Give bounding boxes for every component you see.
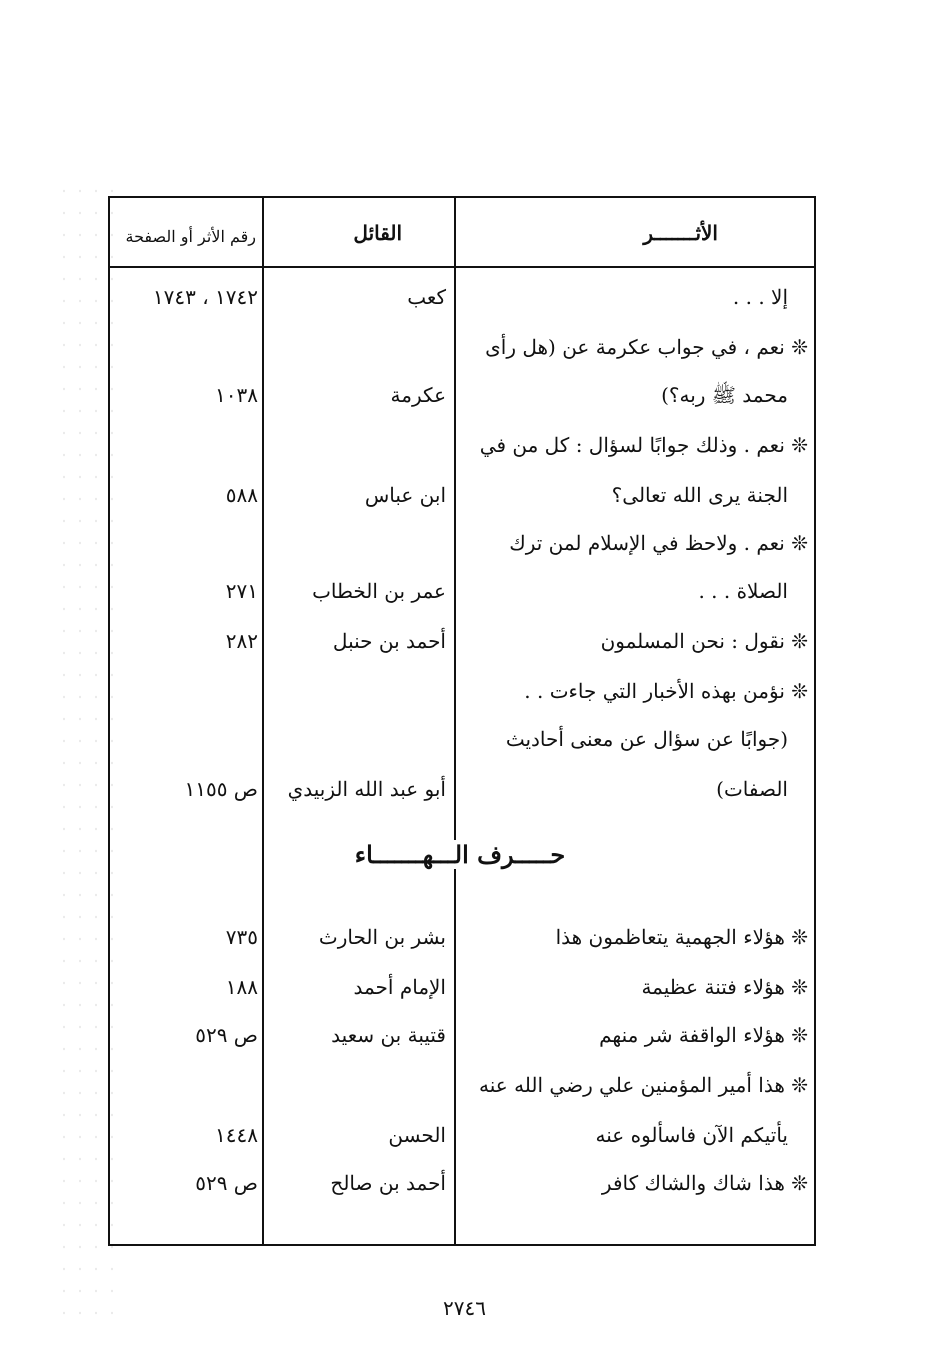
athar-text: ❊ هذا أمير المؤمنين علي رضي الله عنه bbox=[479, 1073, 808, 1097]
athar-text: (جوابًا عن سؤال عن معنى أحاديث bbox=[505, 727, 788, 751]
athar-text: ❊ نعم ، في جواب عكرمة عن (هل رأى bbox=[485, 335, 808, 359]
athar-text: ❊ نعم . ولاحظ في الإسلام لمن ترك bbox=[509, 531, 808, 555]
ref-number: ص ٥٢٩ bbox=[195, 1023, 258, 1047]
athar-text: ❊ هؤلاء الواقفة شر منهم bbox=[599, 1023, 808, 1047]
page-number: ٢٧٤٦ bbox=[443, 1296, 486, 1320]
section-title: حـــــرف الـــهـــــــاء bbox=[330, 840, 590, 869]
qail-name: الحسن bbox=[388, 1123, 446, 1147]
ref-number: ٥٨٨ bbox=[225, 483, 258, 507]
athar-text: الصفات) bbox=[716, 777, 788, 801]
ref-number: ١٤٤٨ bbox=[215, 1123, 258, 1147]
athar-text: ❊ نؤمن بهذه الأخبار التي جاءت . . bbox=[524, 679, 808, 703]
athar-text: ❊ نعم . وذلك جوابًا لسؤال : كل من في bbox=[479, 433, 808, 457]
header-ref: رقم الأثر أو الصفحة bbox=[125, 227, 256, 246]
athar-text: يأتيكم الآن فاسألوه عنه bbox=[595, 1123, 788, 1147]
ref-number: ٧٣٥ bbox=[225, 925, 258, 949]
athar-text: محمد ﷺ ربه؟) bbox=[661, 383, 788, 407]
qail-name: عمر بن الخطاب bbox=[312, 579, 446, 603]
qail-name: عكرمة bbox=[390, 383, 446, 407]
qail-name: الإمام أحمد bbox=[353, 975, 446, 999]
header-divider bbox=[110, 266, 814, 268]
ref-number: ١٧٤٢ ، ١٧٤٣ bbox=[152, 285, 258, 309]
ref-number: ص ٥٢٩ bbox=[195, 1171, 258, 1195]
athar-text: الصلاة . . . bbox=[698, 579, 788, 603]
athar-text: ❊ هذا شاك والشاك كافر bbox=[601, 1171, 808, 1195]
ref-number: ١٨٨ bbox=[225, 975, 258, 999]
qail-name: بشر بن الحارث bbox=[318, 925, 446, 949]
athar-text: إلا . . . bbox=[732, 285, 788, 309]
ref-number: ٢٧١ bbox=[225, 579, 258, 603]
header-athar: الأثـــــــر bbox=[643, 221, 718, 245]
qail-name: أبو عبد الله الزبيدي bbox=[287, 777, 446, 801]
column-divider bbox=[262, 198, 264, 1244]
ref-number: ٢٨٢ bbox=[225, 629, 258, 653]
ref-number: ص ١١٥٥ bbox=[184, 777, 258, 801]
qail-name: قتيبة بن سعيد bbox=[331, 1023, 446, 1047]
scan-noise bbox=[56, 180, 116, 1330]
athar-text: ❊ هؤلاء الجهمية يتعاظمون هذا bbox=[555, 925, 808, 949]
athar-text: ❊ هؤلاء فتنة عظيمة bbox=[641, 975, 808, 999]
athar-index-table bbox=[108, 196, 816, 1246]
qail-name: أحمد بن حنبل bbox=[332, 629, 446, 653]
header-qail: القائل bbox=[353, 221, 402, 245]
qail-name: ابن عباس bbox=[364, 483, 446, 507]
athar-text: الجنة يرى الله تعالى؟ bbox=[611, 483, 788, 507]
qail-name: أحمد بن صالح bbox=[330, 1171, 446, 1195]
athar-text: ❊ نقول : نحن المسلمون bbox=[600, 629, 808, 653]
qail-name: كعب bbox=[407, 285, 446, 309]
column-divider bbox=[454, 198, 456, 1244]
ref-number: ١٠٣٨ bbox=[215, 383, 258, 407]
